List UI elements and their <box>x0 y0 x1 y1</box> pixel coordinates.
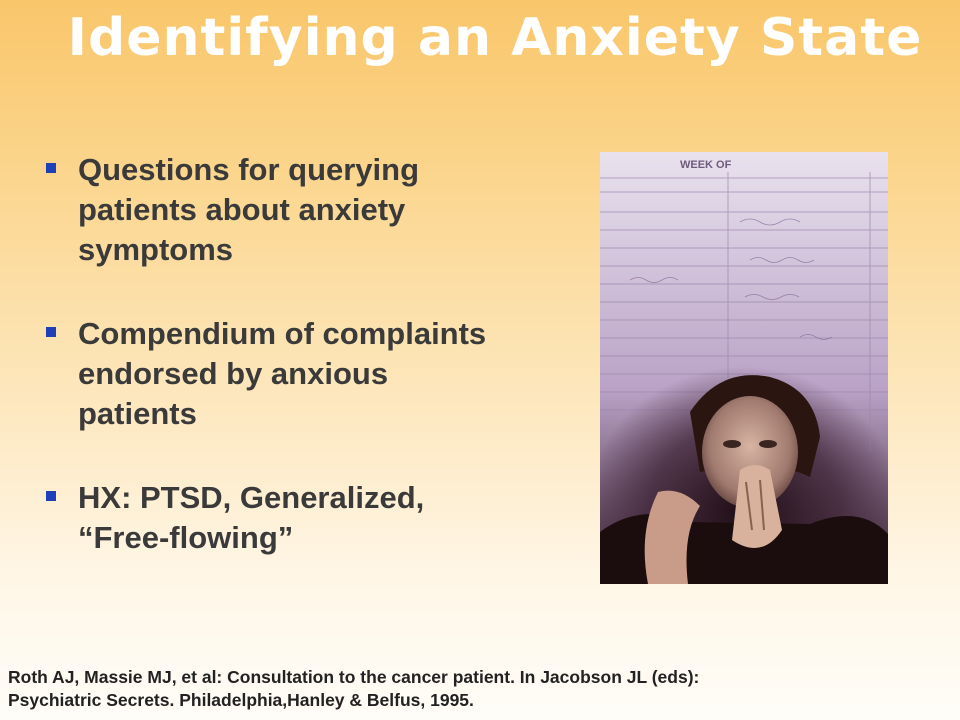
photo-illustration <box>600 152 888 584</box>
anxious-woman-photo <box>600 152 888 584</box>
square-bullet-icon <box>46 491 56 501</box>
bullet-text: Compendium of complaints endorsed by anxious patients <box>78 316 487 431</box>
square-bullet-icon <box>46 327 56 337</box>
citation-line-2: Psychiatric Secrets. Philadelphia,Hanley & Belfus, 1995. <box>8 690 474 710</box>
bullet-item <box>44 314 514 434</box>
bullet-list <box>44 150 514 602</box>
bullet-item <box>44 478 514 558</box>
bullet-item <box>44 150 514 270</box>
citation-line-1: Roth AJ, Massie MJ, et al: Consultation to the cancer patient. In Jacobson JL (eds): <box>8 667 700 687</box>
citation <box>8 666 953 712</box>
photo-header-text: WEEK OF <box>680 159 732 171</box>
square-bullet-icon <box>46 163 56 173</box>
slide-title: Identifying an Anxiety State <box>67 8 923 68</box>
bullet-text: Questions for querying patients about anxiety symptoms <box>78 152 420 267</box>
bullet-text: HX: PTSD, Generalized, “Free-flowing” <box>78 480 425 555</box>
